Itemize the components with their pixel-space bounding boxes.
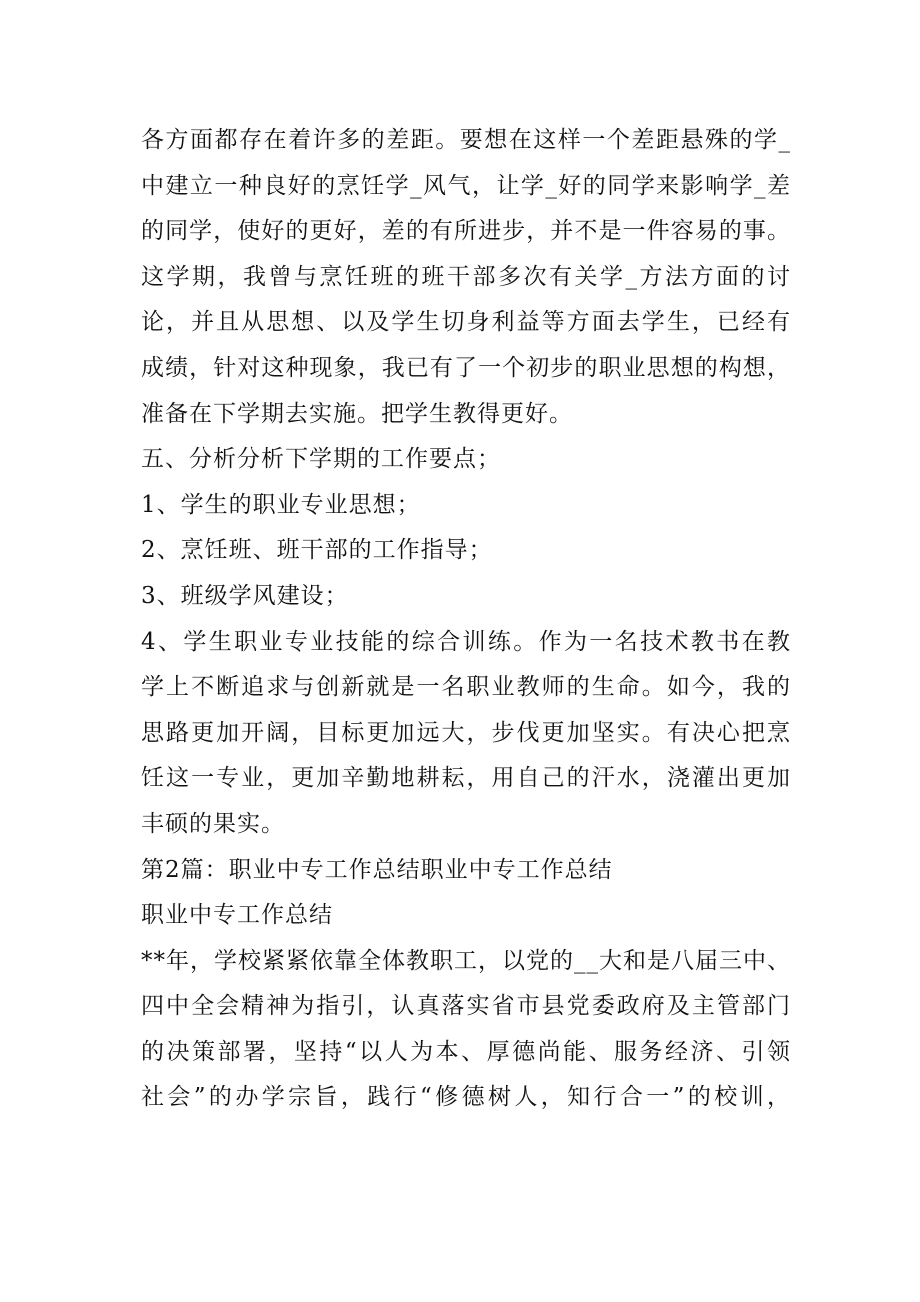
text-line-4: 这学期，我曾与烹饪班的班干部多次有关学_方法方面的讨 <box>141 263 791 290</box>
text-line-5: 论，并且从思想、以及学生切身利益等方面去学生，已经有 <box>141 309 791 336</box>
text-line-3: 的同学，使好的更好，差的有所进步，并不是一件容易的事。 <box>141 218 791 245</box>
list-item-4: 4、学生职业专业技能的综合训练。作为一名技术教书在教 <box>141 628 791 655</box>
document-body-text <box>141 118 791 1121</box>
chapter-subtitle: 职业中专工作总结 <box>141 902 333 929</box>
text-line-21: 的决策部署，坚持“以人为本、厚德尚能、服务经济、引领 <box>141 1038 791 1065</box>
text-line-13: 学上不断追求与创新就是一名职业教师的生命。如今，我的 <box>141 674 791 701</box>
list-item-3: 3、班级学风建设； <box>141 582 349 609</box>
text-line-6: 成绩，针对这种现象，我已有了一个初步的职业思想的构想， <box>141 354 791 381</box>
list-item-1: 1、学生的职业专业思想； <box>141 491 421 518</box>
text-line-20: 四中全会精神为指引，认真落实省市县党委政府及主管部门 <box>141 993 791 1020</box>
chapter-heading: 第2篇：职业中专工作总结职业中专工作总结 <box>141 856 613 883</box>
text-line-2: 中建立一种良好的烹饪学_风气，让学_好的同学来影响学_差 <box>141 172 791 199</box>
section-heading-five: 五、分析分析下学期的工作要点； <box>141 446 501 473</box>
text-line-14: 思路更加开阔，目标更加远大，步伐更加坚实。有决心把烹 <box>141 719 791 746</box>
list-item-2: 2、烹饪班、班干部的工作指导； <box>141 537 493 564</box>
text-line-1: 各方面都存在着许多的差距。要想在这样一个差距悬殊的学_ <box>141 127 791 153</box>
text-line-7: 准备在下学期去实施。把学生教得更好。 <box>141 400 573 427</box>
text-line-22: 社会”的办学宗旨，践行“修德树人，知行合一”的校训， <box>141 1084 791 1111</box>
text-line-16: 丰硕的果实。 <box>141 810 285 837</box>
text-line-19: **年，学校紧紧依靠全体教职工，以党的__大和是八届三中、 <box>141 947 791 974</box>
text-line-15: 饪这一专业，更加辛勤地耕耘，用自己的汗水，浇灌出更加 <box>141 765 791 792</box>
